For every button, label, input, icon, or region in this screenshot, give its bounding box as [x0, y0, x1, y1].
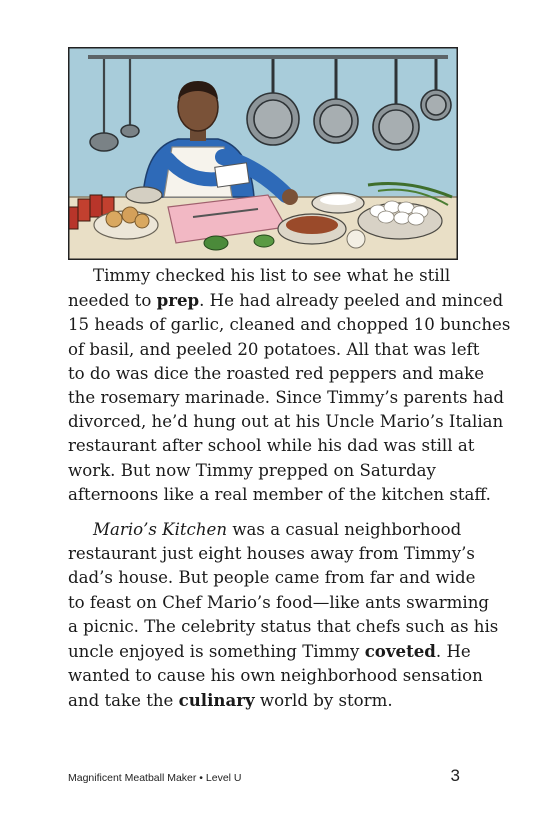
text-run: dad’s house. But people came from far and wide [68, 568, 476, 588]
text-line [68, 688, 468, 713]
text-line [68, 591, 490, 615]
text-line [68, 288, 504, 313]
text-line [68, 483, 491, 507]
text-line [68, 459, 468, 483]
kitchen-scene-illustration [68, 47, 458, 260]
text-line [68, 542, 475, 566]
text-run: to feast on Chef Mario’s food—like ants swarming [68, 592, 490, 612]
text-run: 15 heads of garlic, cleaned and chopped 10 bunches [68, 315, 511, 335]
italic-title: Mario’s Kitchen [93, 520, 228, 540]
text-run: restaurant just eight houses away from Timmy’s [68, 544, 475, 564]
text-run: the rosemary marinade. Since Timmy’s parents had [68, 388, 505, 408]
text-line [68, 566, 476, 590]
vocabulary-word: prep [156, 290, 200, 311]
story-paragraph [68, 264, 511, 507]
text-run: uncle enjoyed is something Timmy [68, 642, 365, 662]
page-number: 3 [450, 766, 460, 785]
text-run: needed to [68, 291, 157, 311]
text-line [68, 264, 468, 288]
text-run: a picnic. The celebrity status that chefs such as his [68, 616, 499, 636]
text-line [68, 639, 471, 664]
text-line [68, 434, 475, 458]
text-run: to do was dice the roasted red peppers and make [68, 363, 485, 383]
text-run: world by storm. [254, 691, 393, 711]
text-run: . He had already peeled and minced [199, 291, 504, 311]
vocabulary-word: coveted [364, 641, 436, 662]
text-run: work. But now Timmy prepped on Saturday [68, 460, 436, 480]
text-line [68, 362, 485, 386]
text-line [68, 664, 483, 688]
story-text [68, 264, 511, 714]
text-run: divorced, he’d hung out at his Uncle Mario’s Italian [68, 412, 504, 432]
text-run: wanted to cause his own neighborhood sensation [68, 666, 483, 686]
text-line [68, 615, 499, 639]
text-line [68, 313, 511, 337]
text-run: of basil, and peeled 20 potatoes. All that was left [68, 339, 480, 359]
text-line [68, 410, 504, 434]
text-line [68, 518, 468, 542]
book-title: Magnificent Meatball Maker • Level U [68, 772, 242, 784]
text-line [68, 386, 505, 410]
text-run: and take the [68, 691, 179, 711]
text-run: Timmy checked his list to see what he still [93, 266, 451, 285]
text-run: . He [435, 642, 471, 662]
story-paragraph [68, 518, 499, 714]
text-line [68, 338, 480, 362]
text-run: restaurant after school while his dad was still at [68, 436, 475, 456]
page-footer [68, 766, 460, 788]
vocabulary-word: culinary [178, 690, 255, 711]
text-run: afternoons like a real member of the kitchen staff. [68, 484, 491, 504]
text-run: was a casual neighborhood [227, 520, 462, 540]
